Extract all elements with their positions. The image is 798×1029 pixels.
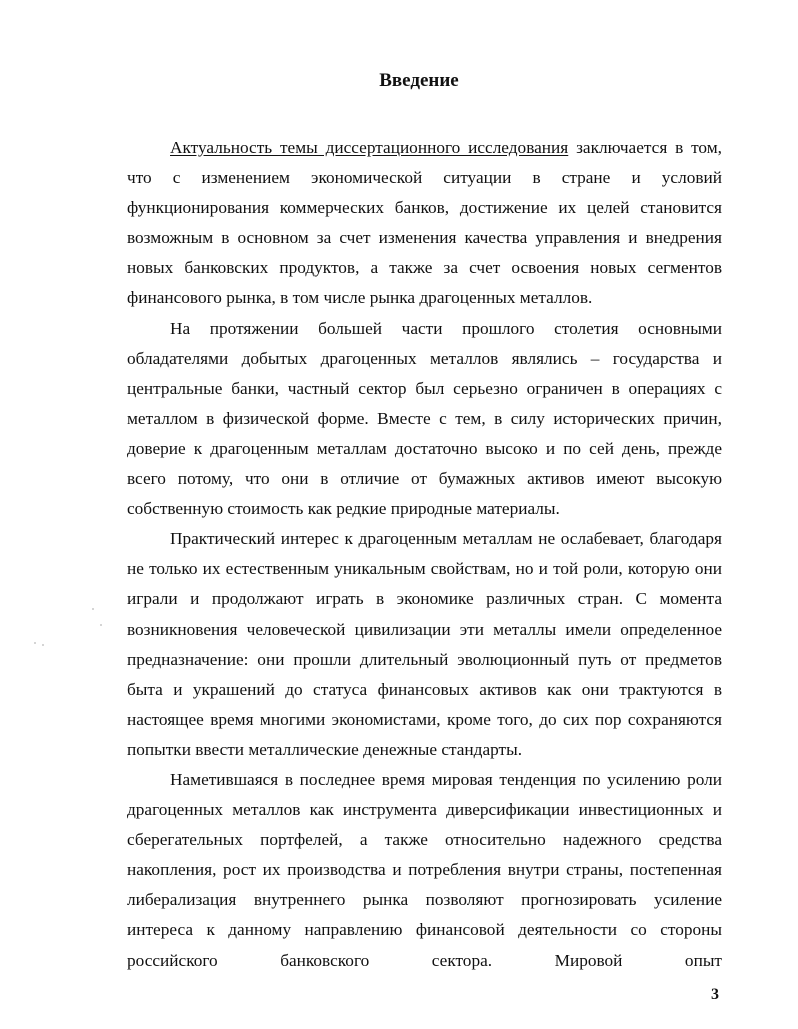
- scan-speck: [34, 642, 36, 644]
- scan-artifact: [30, 602, 110, 652]
- paragraph-3: Практический интерес к драгоценным металлам не ослабевает, благодаря не только их естественным уникальным свойствам, но и той роли, которую они играли и продолжают играть в экономике различных стран. С момента возникновения человеческой цивилизации эти металлы имели определенное предназначение: они прошли длительный эволюционный путь от предметов быта и украшений до статуса финансовых активов как они трактуются в настоящее время многими экономистами, кроме того, до сих пор сохраняются попытки ввести металлические денежные стандарты.: [127, 529, 722, 759]
- scan-speck: [92, 608, 94, 610]
- paragraph-1: [127, 133, 722, 314]
- paragraph-4: Наметившаяся в последнее время мировая тенденция по усилению роли драгоценных металлов как инструмента диверсификации инвестиционных и сберегательных портфелей, а также относительно надежного средства накопления, рост их производства и потребления внутри страны, постепенная либерализация внутреннего рынка позволяют прогнозировать усиление интереса к данному направлению финансовой деятельности со стороны российского банковского сектора. Мировой опыт: [127, 769, 722, 970]
- paragraph-2: На протяжении большей части прошлого столетия основными обладателями добытых драгоценных металлов являлись – государства и центральные банки, частный сектор был серьезно ограничен в операциях с металлом в физической форме. Вместе с тем, в силу исторических причин, доверие к драгоценным металлам достаточно высоко и по сей день, прежде всего потому, что они в отличие от бумажных активов имеют высокую собственную стоимость как редкие природные материалы.: [127, 318, 722, 519]
- paragraph-1-text: заключается в том, что с изменением экономической ситуации в стране и условий функционирования коммерческих банков, достижение их целей становится возможным в основном за счет изменения качества управления и внедрения новых банковских продуктов, а также за счет освоения новых сегментов финансового рынка, в том числе рынка драгоценных металлов.: [127, 138, 722, 308]
- page-number: 3: [711, 986, 719, 1003]
- scan-speck: [42, 644, 44, 646]
- scan-speck: [100, 624, 102, 626]
- page-title: Введение: [379, 70, 459, 91]
- body-text: [127, 133, 722, 976]
- paragraph-1-lead: Актуальность темы диссертационного исследования: [170, 138, 569, 157]
